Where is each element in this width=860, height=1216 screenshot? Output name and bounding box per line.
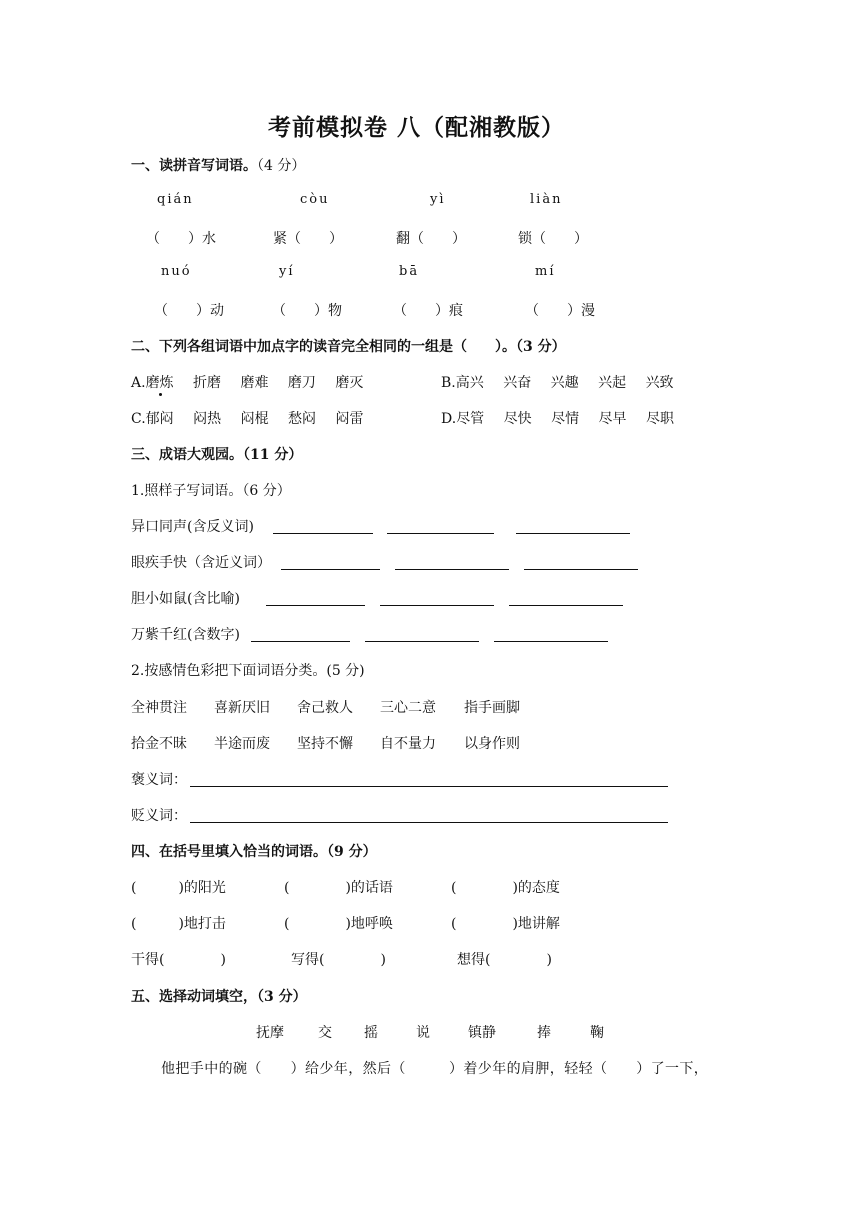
fill-1-3[interactable]: ( )的态度	[451, 880, 560, 896]
fill-1-1[interactable]: ( )的阳光	[131, 880, 226, 896]
option-d[interactable]	[441, 408, 674, 428]
idiom-row-4-blank-2[interactable]	[365, 641, 479, 642]
section-3-q1: 1.照样子写词语。（6 分）	[131, 483, 291, 499]
option-b-word-2: 兴奋	[503, 375, 532, 391]
idiom-row-4-blank-1[interactable]	[251, 641, 350, 642]
idiom-row-1-blank-1[interactable]	[273, 533, 373, 534]
option-b-word-3: 兴趣	[550, 375, 579, 391]
pinyin-7: bā	[399, 264, 420, 279]
option-b[interactable]	[441, 372, 674, 392]
pinyin-6: yí	[279, 264, 295, 279]
section-1-title: 一、读拼音写词语。	[131, 158, 257, 174]
section-1-heading	[131, 155, 305, 175]
option-c-word-2: 闷热	[193, 411, 222, 427]
verb-option-4: 说	[416, 1025, 430, 1041]
blank-word-8[interactable]: （ ）漫	[525, 303, 595, 319]
fill-2-3[interactable]: ( )地讲解	[451, 916, 560, 932]
section-4-heading: 四、在括号里填入恰当的词语。（9 分）	[131, 844, 377, 860]
blank-word-5[interactable]: （ ）动	[154, 303, 224, 319]
idiom-row-3-label: 胆小如鼠(含比喻)	[131, 591, 240, 607]
option-c-label: C.	[131, 411, 146, 427]
pinyin-3: yì	[430, 192, 446, 207]
option-a-word-1: 磨炼	[145, 375, 174, 391]
passage-text: 他把手中的碗（ ）给少年，然后（ ）着少年的肩胛，轻轻（ ）了一下，	[161, 1061, 709, 1077]
negative-label: 贬义词：	[131, 808, 187, 824]
classify-word-7: 半途而废	[214, 736, 270, 752]
blank-word-2[interactable]: 紧（ ）	[273, 231, 343, 247]
fill-3-3[interactable]: 想得( )	[457, 952, 552, 968]
verb-option-1: 抚摩	[256, 1025, 284, 1041]
idiom-row-3-blank-1[interactable]	[266, 605, 365, 606]
idiom-row-3-blank-2[interactable]	[380, 605, 494, 606]
option-a-word-3: 磨难	[240, 375, 269, 391]
verb-option-7: 鞠	[590, 1025, 604, 1041]
pinyin-1: qián	[157, 192, 194, 207]
idiom-row-4-blank-3[interactable]	[494, 641, 608, 642]
option-b-word-5: 兴致	[645, 375, 674, 391]
pinyin-8: mí	[535, 264, 556, 279]
option-d-label: D.	[441, 411, 457, 427]
classify-word-1: 全神贯注	[131, 700, 187, 716]
option-a[interactable]	[131, 372, 363, 392]
idiom-row-1-blank-2[interactable]	[387, 533, 494, 534]
idiom-row-2-label: 眼疾手快（含近义词）	[131, 555, 271, 571]
option-b-label: B.	[441, 375, 456, 391]
page-title: 考前模拟卷 八（配湘教版）	[268, 114, 566, 141]
classify-word-9: 自不量力	[380, 736, 436, 752]
verb-option-2: 交	[318, 1025, 332, 1041]
option-a-word-4: 磨刀	[287, 375, 316, 391]
idiom-row-1-label: 异口同声(含反义词)	[131, 519, 254, 535]
blank-word-7[interactable]: （ ）痕	[393, 303, 463, 319]
fill-2-2[interactable]: ( )地呼唤	[284, 916, 393, 932]
option-c[interactable]	[131, 408, 363, 428]
fill-1-2[interactable]: ( )的话语	[284, 880, 393, 896]
idiom-row-2-blank-1[interactable]	[281, 569, 380, 570]
pinyin-5: nuó	[161, 264, 192, 279]
fill-2-1[interactable]: ( )地打击	[131, 916, 226, 932]
option-c-word-5: 闷雷	[335, 411, 364, 427]
section-1-score: （4 分）	[257, 158, 306, 174]
blank-word-6[interactable]: （ ）物	[272, 303, 342, 319]
fill-3-1[interactable]: 干得( )	[131, 952, 226, 968]
option-b-word-4: 兴起	[598, 375, 627, 391]
pinyin-4: liàn	[530, 192, 563, 207]
classify-word-3: 舍己救人	[297, 700, 353, 716]
option-c-word-3: 闷棍	[240, 411, 269, 427]
classify-word-6: 拾金不昧	[131, 736, 187, 752]
blank-word-1[interactable]: （ ）水	[146, 231, 216, 247]
classify-word-10: 以身作则	[464, 736, 520, 752]
positive-label: 褒义词：	[131, 772, 187, 788]
option-a-word-5: 磨灭	[335, 375, 364, 391]
classify-word-2: 喜新厌旧	[214, 700, 270, 716]
option-c-word-1: 郁闷	[145, 411, 174, 427]
blank-word-4[interactable]: 锁（ ）	[518, 231, 588, 247]
classify-word-5: 指手画脚	[464, 700, 520, 716]
section-3-q2: 2.按感情色彩把下面词语分类。(5 分)	[131, 663, 365, 679]
option-d-word-2: 尽快	[503, 411, 532, 427]
verb-option-6: 捧	[537, 1025, 551, 1041]
option-a-word-2: 折磨	[193, 375, 222, 391]
idiom-row-4-label: 万紫千红(含数字)	[131, 627, 240, 643]
blank-word-3[interactable]: 翻（ ）	[396, 231, 466, 247]
idiom-row-2-blank-3[interactable]	[524, 569, 638, 570]
option-d-word-4: 尽早	[598, 411, 627, 427]
pinyin-2: còu	[300, 192, 330, 207]
section-3-heading: 三、成语大观园。（11 分）	[131, 447, 303, 463]
idiom-row-2-blank-2[interactable]	[395, 569, 509, 570]
option-c-word-4: 愁闷	[288, 411, 317, 427]
verb-option-5: 镇静	[468, 1025, 496, 1041]
idiom-row-1-blank-3[interactable]	[516, 533, 630, 534]
idiom-row-3-blank-3[interactable]	[509, 605, 623, 606]
positive-answer-line[interactable]	[190, 786, 668, 787]
verb-option-3: 摇	[364, 1025, 378, 1041]
classify-word-8: 坚持不懈	[297, 736, 353, 752]
option-d-word-3: 尽情	[551, 411, 580, 427]
section-2-heading: 二、下列各组词语中加点字的读音完全相同的一组是（ ）。（3 分）	[131, 339, 566, 355]
section-5-heading: 五、选择动词填空，（3 分）	[131, 989, 307, 1005]
fill-3-2[interactable]: 写得( )	[291, 952, 386, 968]
option-d-word-1: 尽管	[456, 411, 485, 427]
classify-word-4: 三心二意	[380, 700, 436, 716]
option-a-label: A.	[131, 375, 146, 391]
negative-answer-line[interactable]	[190, 822, 668, 823]
option-d-word-5: 尽职	[646, 411, 674, 427]
option-b-word-1: 高兴	[455, 375, 484, 391]
